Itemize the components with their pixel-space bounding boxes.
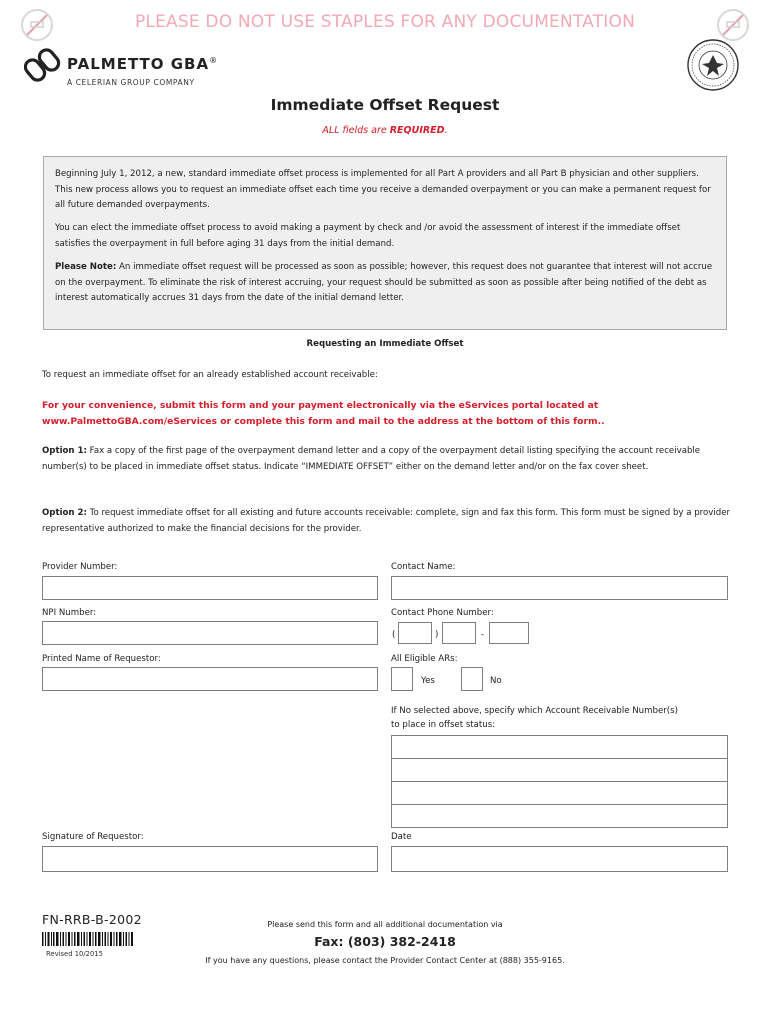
intro-text: To request an immediate offset for an already established account receivable: — [42, 370, 378, 380]
logo-subtitle: A CELERIAN GROUP COMPANY — [67, 78, 195, 87]
phone-area-code-input[interactable] — [398, 622, 432, 644]
account-receivable-instructions: If No selected above, specify which Account Receivable Number(s) to place in offset status: — [391, 706, 678, 730]
date-label: Date — [391, 832, 412, 842]
date-input[interactable] — [391, 846, 728, 872]
contact-center-line: If you have any questions, please contact the Provider Contact Center at (888) 355-9165. — [205, 956, 565, 965]
phone-open-paren: ( — [392, 630, 396, 640]
ar-number-input-2[interactable] — [391, 758, 728, 782]
contact-name-input[interactable] — [391, 576, 728, 600]
all-eligible-ars-label: All Eligible ARs: — [391, 654, 458, 664]
revised-date: Revised 10/2015 — [46, 950, 103, 958]
section-heading: Requesting an Immediate Offset — [306, 339, 464, 349]
fax-number: Fax: (803) 382-2418 — [314, 934, 456, 949]
signature-input[interactable] — [42, 846, 378, 872]
info-paragraph-1: Beginning July 1, 2012, a new, standard immediate offset process is implemented for all Part A providers and all Part B physician and other suppliers. This new process allows you to request an immediate offset each time you receive a demanded overpayment or you can make a permanent request for all future demanded overpayments. — [55, 169, 711, 211]
page-title: Immediate Offset Request — [270, 96, 500, 114]
no-staples-banner: PLEASE DO NOT USE STAPLES FOR ANY DOCUMENTATION — [134, 12, 635, 32]
phone-prefix-input[interactable] — [442, 622, 476, 644]
palmetto-logo-icon — [24, 45, 64, 85]
phone-dash: - — [481, 630, 485, 640]
printed-name-label: Printed Name of Requestor: — [42, 654, 161, 664]
no-label: No — [490, 676, 502, 686]
info-box — [43, 156, 727, 330]
provider-number-input[interactable] — [42, 576, 378, 600]
government-seal-icon — [686, 38, 740, 92]
info-paragraph-3: Please Note: An immediate offset request will be processed as soon as possible; however, this request does not guarantee that interest will not accrue on the overpayment. To eliminate the risk of interest accruing, your request should be submitted as soon as possible after being notified of the debt as interest automatically accrues 31 days from the date of the initial demand letter. — [55, 261, 713, 304]
npi-number-input[interactable] — [42, 621, 378, 645]
printed-name-input[interactable] — [42, 667, 378, 691]
ar-number-input-3[interactable] — [391, 781, 728, 805]
option-2-text: Option 2: To request immediate offset for all existing and future accounts receivable: complete, sign and fax this form. This form must be signed by a provider representative authorized to make the financial decisions for the provider. — [42, 508, 731, 534]
yes-checkbox[interactable] — [391, 667, 413, 691]
phone-line-input[interactable] — [489, 622, 529, 644]
provider-number-label: Provider Number: — [42, 562, 118, 572]
contact-phone-label: Contact Phone Number: — [391, 608, 494, 618]
required-note: ALL fields are REQUIRED. — [322, 125, 448, 136]
yes-label: Yes — [421, 676, 435, 686]
no-staples-icon — [716, 8, 750, 42]
no-checkbox[interactable] — [461, 667, 483, 691]
eservices-notice: For your convenience, submit this form and your payment electronically via the eServices portal located at www.PalmettoGBA.com/eServices or complete this form and mail to the address at the bottom of this form.. — [42, 400, 605, 427]
phone-close-paren: ) — [435, 630, 439, 640]
info-paragraph-2: You can elect the immediate offset process to avoid making a payment by check and /or avoid the assessment of interest if the immediate offset satisfies the overpayment in full before aging 31 days from the initial demand. — [55, 223, 681, 249]
npi-number-label: NPI Number: — [42, 608, 97, 618]
logo-name: PALMETTO GBA® — [67, 55, 219, 73]
send-instructions: Please send this form and all additional documentation via — [267, 920, 503, 929]
option-1-text: Option 1: Fax a copy of the first page of the overpayment demand letter and a copy of the overpayment detail listing specifying the account receivable number(s) to be placed in immediate offset status. Indicate “IMMEDIATE OFFSET” either on the demand letter and/or on the fax cover sheet. — [42, 446, 701, 472]
no-staples-icon — [20, 8, 54, 42]
ar-number-input-4[interactable] — [391, 804, 728, 828]
ar-number-input-1[interactable] — [391, 735, 728, 759]
signature-label: Signature of Requestor: — [42, 832, 144, 842]
contact-name-label: Contact Name: — [391, 562, 456, 572]
form-code: FN-RRB-B-2002 — [42, 912, 142, 927]
